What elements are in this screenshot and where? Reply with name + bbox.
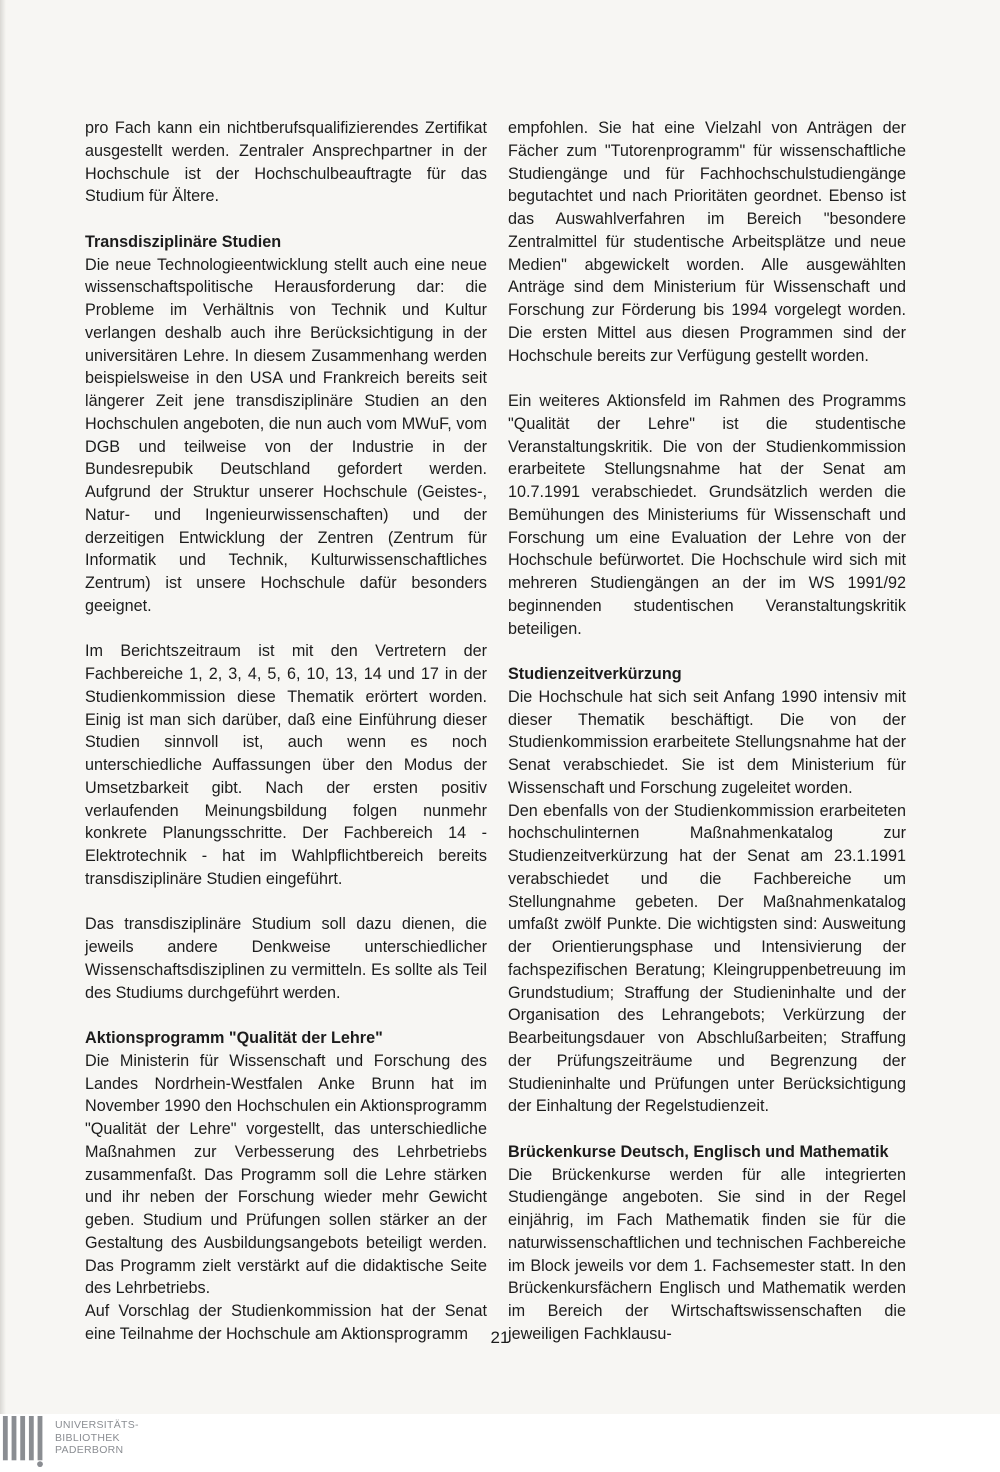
heading-brueckenkurse: Brückenkurse Deutsch, Englisch und Mathematik [508,1142,889,1161]
heading-transdisziplinaere-studien: Transdisziplinäre Studien [85,232,282,251]
library-footer [0,1414,1000,1472]
library-name-line-2: BIBLIOTHEK [55,1431,120,1444]
paragraph-transdisziplinaer-1: Die neue Technologieentwicklung stellt auch eine neue wissenschaftspolitische Herausforderung dar: die Probleme im Verhältnis von Technik und Kultur verlangen deshalb auch ihre Berücksichtigung in der universitären Lehre. In diesem Zusammenhang werden beispielsweise in den USA und Frankreich bereits seit längerer Zeit jene transdisziplinäre Studien an den Hochschulen angeboten, die nun auch vom MWuF, vom DGB und teilweise von der Industrie in der Bundesrepubik Deutschland gefordert werden. Aufgrund der Struktur unserer Hochschule (Geistes-, Natur- und Ingenieurwissenschaften) und der derzeitigen Entwicklung der Zentren (Zentrum für Informatik und Technik, Kulturwissenschaftliches Zentrum) ist unsere Hochschule dafür besonders geeignet. [85,255,487,615]
paragraph-studienzeit-2: Den ebenfalls von der Studienkommission erarbeiteten hochschulinternen Maßnahmenkatalog zur Studienzeitverkürzung hat der Senat am 23.1.1991 verabschiedet und die Fachbereiche um Stellungnahme gebeten. Der Maßnahmenkatalog umfaßt zwölf Punkte. Die wichtigsten sind: Ausweitung der Orientierungsphase und Intensivierung der fachspezifischen Beratung; Kleingruppenbetreuung im Grundstudium; Straffung der Studieninhalte und der Organisation des Lehrangebots; Verkürzung der Bearbeitungsdauer von Abschlußarbeiten; Straffung der Prüfungszeiträume und Begrenzung der Studieninhalte und Prüfungen unter Berücksichtigung der Einhaltung der Regelstudienzeit. [508,801,906,1116]
left-column [85,117,487,1346]
paragraph-brueckenkurse: Die Brückenkurse werden für alle integrierten Studiengänge angeboten. Sie sind in der Regel einjährig, im Fach Mathematik finden sie für die naturwissenschaftlichen und technischen Fachbereiche im Block jeweils vor dem 1. Fachsemester statt. In den Brückenkursfächern Englisch und Mathematik werden im Bereich der Wirtschaftswissenschaften die jeweiligen Fachklausu- [508,1165,906,1343]
scan-edge-shadow [0,0,6,1472]
paragraph-studienzeit-1: Die Hochschule hat sich seit Anfang 1990 intensiv mit dieser Thematik beschäftigt. Die von der Studienkommission erarbeitete Stellungsnahme hat der Senat verabschiedet. Sie ist dem Ministerium für Wissenschaft und Forschung zugeleitet worden. [508,687,906,797]
library-logo-bars-icon [2,1416,52,1468]
paragraph-aktionsprogramm-2: Auf Vorschlag der Studienkommission hat der Senat eine Teilnahme der Hochschule am Aktionsprogramm [85,1302,487,1343]
paragraph-transdisziplinaer-3: Das transdisziplinäre Studium soll dazu dienen, die jeweils andere Denkweise unterschiedlicher Wissenschaftsdisziplinen zu vermitteln. Es sollte als Teil des Studiums durchgeführt werden. [85,915,487,1002]
paragraph-continued: empfohlen. Sie hat eine Vielzahl von Anträgen der Fächer zum "Tutorenprogramm" für wissenschaftliche Studiengänge und für Fachhochschulstudiengänge begutachtet und nach Prioritäten geordnet. Ebenso ist das Auswahlverfahren im Bereich "besondere Zentralmittel für studentische Arbeitsplätze und neue Medien" abgewickelt worden. Alle ausgewählten Anträge sind dem Ministerium für Wissenschaft und Forschung zur Förderung bis 1994 vorgelegt worden. Die ersten Mittel aus diesen Programmen sind der Hochschule bereits zur Verfügung gestellt worden. [508,119,906,365]
library-name-line-1: UNIVERSITÄTS- [55,1419,139,1431]
paragraph-transdisziplinaer-2: Im Berichtszeitraum ist mit den Vertretern der Fachbereiche 1, 2, 3, 4, 5, 6, 10, 13, 14 und 17 in der Studienkommission diese Thematik erörtert worden. Einig ist man sich darüber, daß eine Einführung dieser Studien sinnvoll ist, auch wenn es noch unterschiedliche Auffassungen über den Modus der Umsetzbarkeit gibt. Nach der ersten positiv verlaufenden Meinungsbildung folgen nunmehr konkrete Planungsschritte. Der Fachbereich 14 - Elektrotechnik - hat im Wahlpflichtbereich bereits transdisziplinäre Studien eingeführt. [85,642,487,888]
library-name-line-3: PADERBORN [55,1444,124,1456]
page-number: 21 [490,1328,510,1347]
library-name [55,1419,139,1457]
paragraph-veranstaltungskritik: Ein weiteres Aktionsfeld im Rahmen des Programms "Qualität der Lehre" ist die studentische Veranstaltungskritik. Die von der Studienkommission erarbeitete Stellungsnahme hat der Senat am 10.7.1991 verabschiedet. Grundsätzlich werden die Bemühungen des Ministeriums für Wissenschaft und Forschung um eine Evaluation der Lehre von der Hochschule befürwortet. Die Hochschule wird sich mit mehreren Studiengängen an der im WS 1991/92 beginnenden studentischen Veranstaltungskritik beteiligen. [508,392,906,638]
paragraph-intro: pro Fach kann ein nichtberufsqualifizierendes Zertifikat ausgestellt werden. Zentraler Ansprechpartner in der Hochschule ist der Hochschulbeauftragte für das Studium für Ältere. [85,119,487,206]
heading-studienzeitverkuerzung: Studienzeitverkürzung [508,665,682,683]
paragraph-aktionsprogramm-1: Die Ministerin für Wissenschaft und Forschung des Landes Nordrhein-Westfalen Anke Brunn hat im November 1990 den Hochschulen ein Aktionsprogramm "Qualität der Lehre" vorgestellt, das unterschiedliche Maßnahmen zur Verbesserung des Lehrbetriebs zusammenfaßt. Das Programm soll die Lehre stärken und ihr neben der Forschung wieder mehr Gewicht geben. Studium und Prüfungen sollen stärker an der Gestaltung des Ausbildungsangebots beteiligt werden. Das Programm zielt verstärkt auf die didaktische Seite des Lehrbetriebs. [85,1051,487,1298]
right-column [508,117,906,1346]
heading-aktionsprogramm: Aktionsprogramm "Qualität der Lehre" [85,1029,383,1047]
